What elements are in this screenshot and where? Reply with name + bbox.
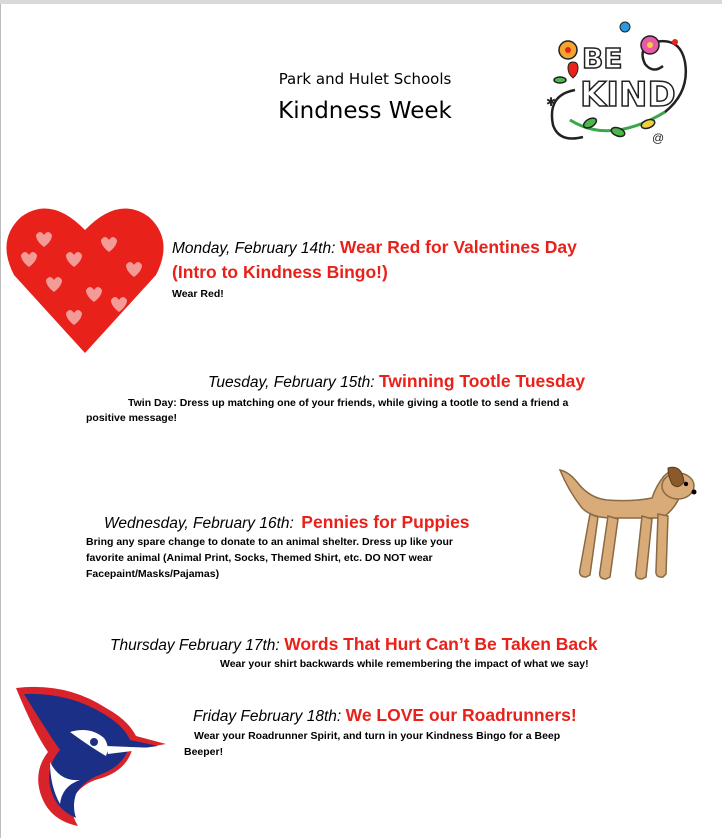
page-top-border — [0, 0, 722, 4]
day-monday-theme: Wear Red for Valentines Day — [339, 237, 577, 257]
svg-text:BE: BE — [582, 42, 623, 75]
svg-text:@: @ — [652, 131, 665, 145]
roadrunner-mascot-icon — [10, 682, 170, 832]
page-left-border — [0, 4, 1, 838]
day-tuesday-heading — [208, 371, 585, 392]
day-tuesday-date: Tuesday, February 15th: — [208, 374, 375, 391]
page-title: Kindness Week — [278, 98, 452, 124]
day-wednesday-description-line1: Bring any spare change to donate to an animal shelter. Dress up like your — [86, 536, 454, 548]
dog-icon — [550, 462, 700, 590]
day-monday-date: Monday, February 14th: — [172, 240, 336, 257]
school-name: Park and Hulet Schools — [278, 70, 452, 88]
day-thursday-heading — [110, 634, 598, 655]
day-monday-description: Wear Red! — [172, 288, 224, 300]
be-kind-logo-icon — [540, 20, 695, 150]
day-wednesday-theme: Pennies for Puppies — [301, 512, 470, 532]
svg-text:✱: ✱ — [546, 95, 557, 109]
day-friday-description-line1: Wear your Roadrunner Spirit, and turn in your Kindness Bingo for a Beep — [194, 730, 561, 742]
day-tuesday-description-line2: positive message! — [86, 412, 178, 424]
day-monday-heading — [172, 237, 577, 258]
svg-text:KIND: KIND — [580, 75, 676, 115]
day-thursday-date: Thursday February 17th: — [110, 637, 280, 654]
day-wednesday-description-line2: favorite animal (Animal Print, Socks, Themed Shirt, etc. DO NOT wear — [86, 552, 433, 564]
day-friday-date: Friday February 18th: — [193, 708, 342, 725]
day-thursday-theme: Words That Hurt Can’t Be Taken Back — [284, 634, 598, 654]
day-wednesday-description-line3: Facepaint/Masks/Pajamas) — [86, 568, 220, 580]
day-friday-theme: We LOVE our Roadrunners! — [345, 705, 577, 725]
day-wednesday-heading — [104, 512, 470, 533]
day-thursday-description: Wear your shirt backwards while remembering the impact of what we say! — [220, 658, 589, 670]
day-wednesday-date: Wednesday, February 16th: — [104, 515, 294, 532]
day-friday-description-line2: Beeper! — [184, 746, 224, 758]
day-tuesday-description-line1: Twin Day: Dress up matching one of your friends, while giving a tootle to send a friend a — [128, 397, 569, 409]
day-tuesday-theme: Twinning Tootle Tuesday — [379, 371, 586, 391]
day-monday-theme-line2: (Intro to Kindness Bingo!) — [172, 262, 388, 282]
day-friday-heading — [193, 705, 577, 726]
heart-icon — [6, 205, 164, 355]
